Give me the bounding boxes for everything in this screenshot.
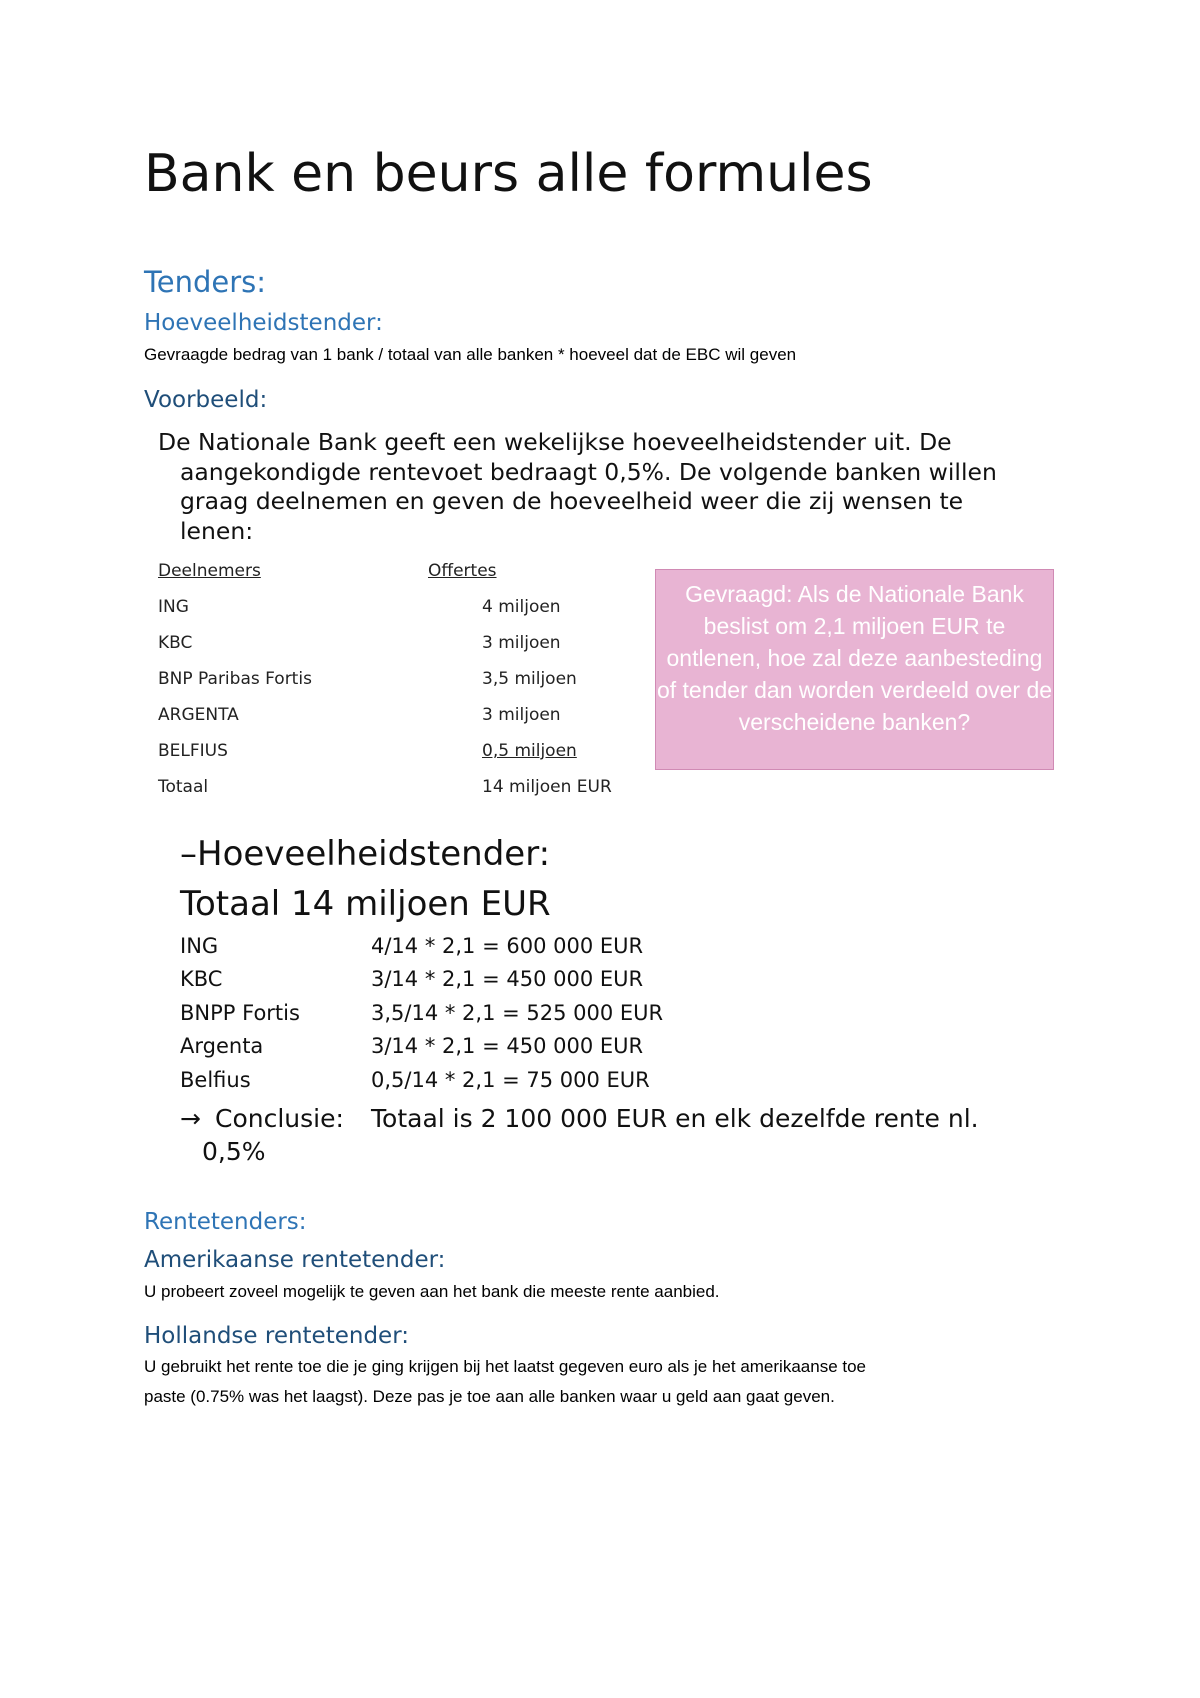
hollandse-text-line: U gebruikt het rente toe die je ging krijgen bij het laatst gegeven euro als je het amerikaanse toe — [144, 1357, 867, 1376]
solution-total: Totaal 14 miljoen EUR — [180, 884, 551, 924]
solution-bank: Belfius — [180, 1068, 251, 1092]
solution-calc: 3,5/14 * 2,1 = 525 000 EUR — [371, 1001, 664, 1025]
example-intro-line: lenen: — [180, 516, 254, 545]
solution-calc: 3/14 * 2,1 = 450 000 EUR — [371, 967, 644, 991]
hoeveelheidstender-heading: Hoeveelheidstender: — [144, 310, 383, 336]
arrow-right-icon: → — [180, 1104, 201, 1133]
example-intro-line: De Nationale Bank geeft een wekelijkse hoeveelheidstender uit. De — [158, 428, 952, 456]
table-bank: ARGENTA — [158, 705, 239, 725]
question-callout-text: Gevraagd: Als de Nationale Bank beslist om 2,1 miljoen EUR te ontlenen, hoe zal deze aanbesteding of tender dan worden verdeeld over de verscheidene banken? — [656, 581, 1053, 735]
table-bank: BNP Paribas Fortis — [158, 669, 312, 689]
solution-bank: ING — [180, 934, 219, 958]
solution-calc: 3/14 * 2,1 = 450 000 EUR — [371, 1034, 644, 1058]
conclusion-text: Totaal is 2 100 000 EUR en elk dezelfde rente nl. — [371, 1104, 979, 1133]
table-header-participants: Deelnemers — [158, 561, 261, 581]
hollandse-text-line: paste (0.75% was het laagst). Deze pas je toe aan alle banken waar u geld aan gaat geven. — [144, 1387, 835, 1406]
table-offer: 3,5 miljoen — [482, 669, 577, 689]
table-total-label: Totaal — [158, 777, 209, 797]
example-intro — [158, 428, 1038, 546]
conclusion-label: Conclusie: — [215, 1104, 344, 1133]
conclusion-continuation: 0,5% — [202, 1137, 266, 1166]
amerikaanse-text: U probeert zoveel mogelijk te geven aan het bank die meeste rente aanbied. — [144, 1282, 720, 1301]
question-callout — [655, 569, 1054, 770]
solution-bank: Argenta — [180, 1034, 264, 1058]
table-total-value: 14 miljoen EUR — [482, 777, 612, 797]
solution-calc: 4/14 * 2,1 = 600 000 EUR — [371, 934, 644, 958]
hoeveelheidstender-formula: Gevraagde bedrag van 1 bank / totaal van alle banken * hoeveel dat de EBC wil geven — [144, 345, 797, 364]
tenders-heading: Tenders: — [144, 265, 267, 299]
rentetenders-heading: Rentetenders: — [144, 1209, 307, 1235]
solution-heading: –Hoeveelheidstender: — [180, 834, 551, 874]
table-bank: BELFIUS — [158, 741, 228, 761]
table-offer: 3 miljoen — [482, 705, 561, 725]
table-bank: ING — [158, 597, 189, 617]
table-offer: 4 miljoen — [482, 597, 561, 617]
table-bank: KBC — [158, 633, 193, 653]
hollandse-heading: Hollandse rentetender: — [144, 1323, 410, 1349]
amerikaanse-heading: Amerikaanse rentetender: — [144, 1247, 446, 1273]
solution-bank: BNPP Fortis — [180, 1001, 300, 1025]
page-title: Bank en beurs alle formules — [144, 144, 873, 204]
solution-bank: KBC — [180, 967, 223, 991]
example-intro-line: graag deelnemen en geven de hoeveelheid weer die zij wensen te — [180, 487, 964, 515]
table-offer: 3 miljoen — [482, 633, 561, 653]
table-offer: 0,5 miljoen — [482, 741, 577, 761]
table-header-offers: Offertes — [428, 561, 497, 581]
example-intro-line: aangekondigde rentevoet bedraagt 0,5%. De volgende banken willen — [180, 457, 997, 486]
voorbeeld-heading: Voorbeeld: — [144, 387, 268, 413]
solution-calc: 0,5/14 * 2,1 = 75 000 EUR — [371, 1068, 650, 1092]
